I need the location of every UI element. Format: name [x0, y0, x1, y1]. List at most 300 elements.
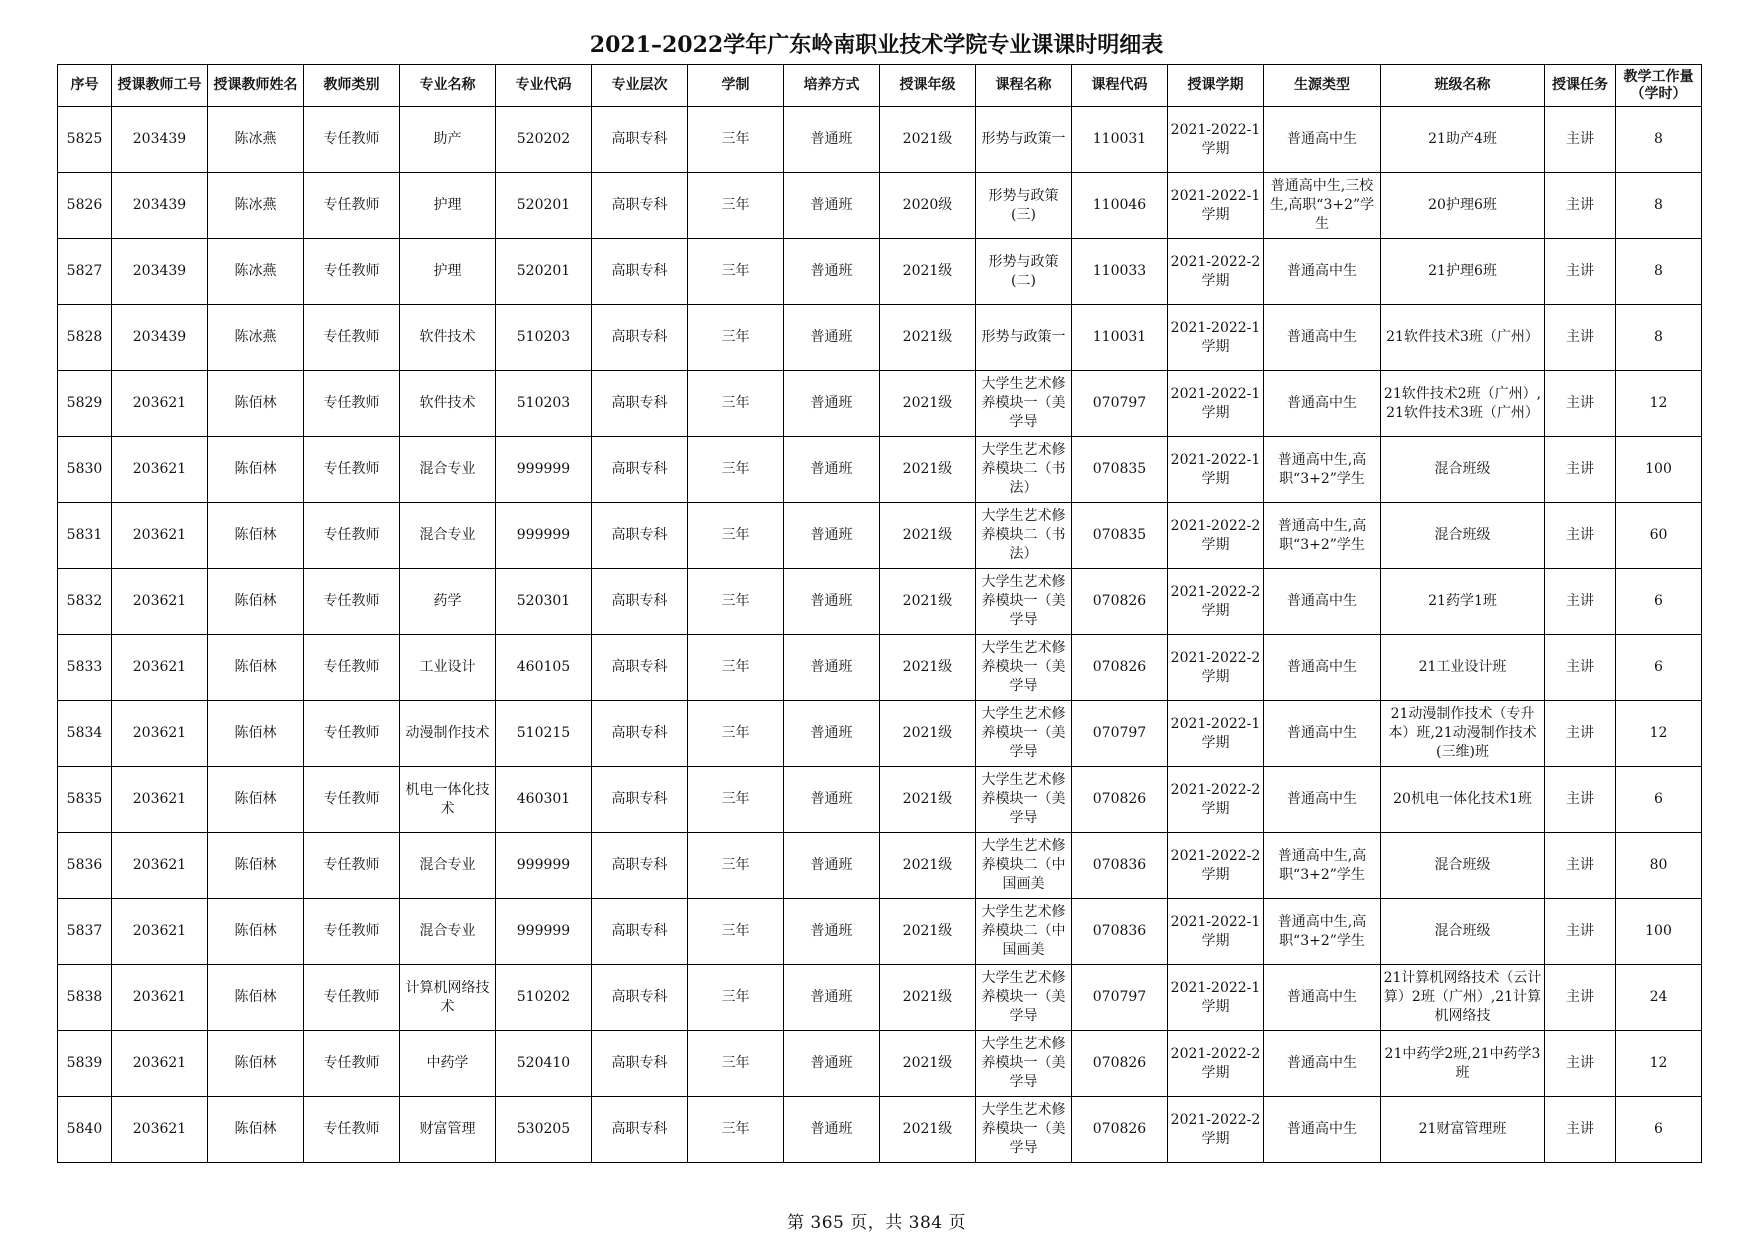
- cell-text: 助产: [433, 131, 462, 147]
- cell-text: 主讲: [1566, 131, 1594, 147]
- table-cell: [880, 767, 976, 833]
- cell-text: 2021级: [902, 461, 953, 477]
- table-cell: [784, 965, 880, 1031]
- cell-text: 普通班: [810, 395, 853, 411]
- cell-text: 主讲: [1566, 1121, 1594, 1137]
- cell-text: 510202: [516, 989, 571, 1005]
- table-cell: [1381, 767, 1545, 833]
- table-cell: [1168, 635, 1264, 701]
- table-cell: [688, 569, 784, 635]
- table-cell: [58, 833, 112, 899]
- cell-text: 普通高中生,三校生,高职“3+2”学生: [1269, 178, 1375, 232]
- cell-text: 80: [1649, 857, 1668, 873]
- table-cell: [304, 1031, 400, 1097]
- table-cell: [880, 1097, 976, 1163]
- table-cell: [880, 701, 976, 767]
- table-cell: [1381, 1097, 1545, 1163]
- cell-text: 203439: [132, 263, 187, 279]
- table-cell: [976, 833, 1072, 899]
- table-cell: [112, 1031, 208, 1097]
- table-cell: [1381, 107, 1545, 173]
- cell-text: 专任教师: [323, 131, 380, 147]
- table-cell: [304, 1097, 400, 1163]
- cell-text: 6: [1654, 593, 1663, 609]
- table-cell: [1168, 1097, 1264, 1163]
- table-cell: [208, 503, 304, 569]
- cell-text: 2021级: [902, 329, 953, 345]
- cell-text: 大学生艺术修养模块一（美学导: [981, 1036, 1066, 1090]
- cell-text: 主讲: [1566, 593, 1594, 609]
- table-cell: [496, 503, 592, 569]
- table-cell: [880, 635, 976, 701]
- cell-text: 高职专科: [611, 527, 668, 543]
- table-cell: [112, 503, 208, 569]
- cell-text: 高职专科: [611, 659, 668, 675]
- cell-text: 2021级: [902, 923, 953, 939]
- cell-text: 203621: [132, 461, 187, 477]
- table-cell: [304, 437, 400, 503]
- table-cell: [304, 305, 400, 371]
- cell-text: 2021级: [902, 725, 953, 741]
- table-cell: [1168, 833, 1264, 899]
- cell-text: 5834: [66, 725, 103, 741]
- table-cell: [112, 371, 208, 437]
- cell-text: 高职专科: [611, 197, 668, 213]
- table-row: [58, 239, 1702, 305]
- table-cell: [400, 503, 496, 569]
- table-row: [58, 767, 1702, 833]
- table-cell: [976, 1031, 1072, 1097]
- cell-text: 混合班级: [1434, 461, 1491, 477]
- cell-text: 520201: [516, 197, 571, 213]
- table-cell: [976, 371, 1072, 437]
- cell-text: 三年: [721, 989, 750, 1005]
- table-cell: [304, 767, 400, 833]
- table-cell: [400, 1031, 496, 1097]
- cell-text: 2021-2022-2学期: [1170, 1111, 1261, 1147]
- cell-text: 12: [1649, 395, 1668, 411]
- cell-text: 203621: [132, 1121, 187, 1137]
- table-cell: [112, 107, 208, 173]
- table-cell: [976, 701, 1072, 767]
- cell-text: 机电一体化技术: [405, 781, 490, 817]
- table-cell: [112, 173, 208, 239]
- cell-text: 520201: [516, 263, 571, 279]
- cell-text: 070797: [1092, 989, 1147, 1005]
- cell-text: 高职专科: [611, 791, 668, 807]
- cell-text: 12: [1649, 725, 1668, 741]
- table-cell: [58, 701, 112, 767]
- cell-text: 中药学: [426, 1055, 469, 1071]
- cell-text: 2021-2022-1学期: [1170, 913, 1261, 949]
- table-cell: [880, 437, 976, 503]
- cell-text: 999999: [516, 527, 571, 543]
- cell-text: 5828: [66, 329, 103, 345]
- cell-text: 混合专业: [419, 857, 476, 873]
- cell-text: 203621: [132, 857, 187, 873]
- cell-text: 普通高中生: [1287, 593, 1357, 609]
- cell-text: 专任教师: [323, 989, 380, 1005]
- table-cell: [112, 833, 208, 899]
- cell-text: 5838: [66, 989, 103, 1005]
- table-cell: [304, 899, 400, 965]
- cell-text: 520410: [516, 1055, 571, 1071]
- cell-text: 2021-2022-2学期: [1170, 781, 1261, 817]
- cell-text: 070835: [1092, 527, 1147, 543]
- table-cell: [1616, 305, 1702, 371]
- table-row: [58, 965, 1702, 1031]
- cell-text: 主讲: [1566, 527, 1594, 543]
- table-cell: [208, 635, 304, 701]
- table-cell: [208, 437, 304, 503]
- table-cell: [1072, 1097, 1168, 1163]
- table-cell: [1168, 767, 1264, 833]
- cell-text: 5840: [66, 1121, 103, 1137]
- table-cell: [304, 833, 400, 899]
- cell-text: 三年: [721, 923, 750, 939]
- table-cell: [592, 701, 688, 767]
- cell-text: 203621: [132, 725, 187, 741]
- cell-text: 三年: [721, 1055, 750, 1071]
- table-cell: [1168, 173, 1264, 239]
- table-cell: [784, 833, 880, 899]
- cell-text: 普通高中生: [1287, 725, 1357, 741]
- table-cell: [976, 503, 1072, 569]
- table-cell: [112, 899, 208, 965]
- table-cell: [496, 239, 592, 305]
- cell-text: 专任教师: [323, 923, 380, 939]
- table-cell: [1264, 833, 1381, 899]
- table-cell: [1072, 371, 1168, 437]
- cell-text: 5836: [66, 857, 103, 873]
- cell-text: 混合专业: [419, 461, 476, 477]
- table-cell: [1545, 1031, 1616, 1097]
- table-cell: [784, 1031, 880, 1097]
- table-cell: [784, 437, 880, 503]
- cell-text: 203439: [132, 131, 187, 147]
- cell-text: 510215: [516, 725, 571, 741]
- cell-text: 2021-2022-1学期: [1170, 319, 1261, 355]
- table-cell: [112, 767, 208, 833]
- cell-text: 混合班级: [1434, 857, 1491, 873]
- table-cell: [592, 899, 688, 965]
- cell-text: 5833: [66, 659, 103, 675]
- cell-text: 普通高中生: [1287, 659, 1357, 675]
- cell-text: 普通班: [810, 461, 853, 477]
- cell-text: 高职专科: [611, 263, 668, 279]
- table-cell: [1264, 899, 1381, 965]
- table-cell: [1072, 305, 1168, 371]
- table-cell: [1264, 1031, 1381, 1097]
- table-cell: [1381, 701, 1545, 767]
- cell-text: 计算机网络技术: [405, 979, 490, 1015]
- table-cell: [880, 899, 976, 965]
- table-cell: [304, 371, 400, 437]
- cell-text: 5827: [66, 263, 103, 279]
- table-cell: [1616, 239, 1702, 305]
- table-cell: [58, 965, 112, 1031]
- cell-text: 999999: [516, 857, 571, 873]
- table-cell: [1168, 305, 1264, 371]
- table-cell: [208, 767, 304, 833]
- cell-text: 三年: [721, 329, 750, 345]
- cell-text: 6: [1654, 659, 1663, 675]
- cell-text: 陈佰林: [234, 989, 277, 1005]
- cell-text: 软件技术: [419, 329, 476, 345]
- cell-text: 5835: [66, 791, 103, 807]
- table-cell: [1545, 767, 1616, 833]
- cell-text: 2021级: [902, 593, 953, 609]
- cell-text: 203621: [132, 989, 187, 1005]
- table-cell: [880, 965, 976, 1031]
- cell-text: 070836: [1092, 857, 1147, 873]
- column-header: 培养方式: [784, 65, 880, 107]
- table-cell: [58, 305, 112, 371]
- table-cell: [1545, 437, 1616, 503]
- cell-text: 普通班: [810, 1055, 853, 1071]
- cell-text: 主讲: [1566, 395, 1594, 411]
- table-cell: [496, 965, 592, 1031]
- cell-text: 5839: [66, 1055, 103, 1071]
- column-header: 授课教师工号: [112, 65, 208, 107]
- cell-text: 主讲: [1566, 329, 1594, 345]
- cell-text: 专任教师: [323, 725, 380, 741]
- table-cell: [1616, 767, 1702, 833]
- table-row: [58, 899, 1702, 965]
- cell-text: 高职专科: [611, 395, 668, 411]
- cell-text: 高职专科: [611, 857, 668, 873]
- cell-text: 主讲: [1566, 1055, 1594, 1071]
- cell-text: 203439: [132, 329, 187, 345]
- table-cell: [1545, 635, 1616, 701]
- table-cell: [400, 965, 496, 1031]
- table-cell: [592, 965, 688, 1031]
- cell-text: 普通高中生,高职“3+2”学生: [1277, 847, 1367, 883]
- table-cell: [976, 569, 1072, 635]
- table-cell: [976, 173, 1072, 239]
- cell-text: 2021-2022-2学期: [1170, 649, 1261, 685]
- cell-text: 2021级: [902, 791, 953, 807]
- table-cell: [1616, 1097, 1702, 1163]
- table-row: [58, 503, 1702, 569]
- table-cell: [58, 767, 112, 833]
- table-row: [58, 1097, 1702, 1163]
- cell-text: 60: [1649, 527, 1668, 543]
- cell-text: 陈佰林: [234, 461, 277, 477]
- cell-text: 普通班: [810, 791, 853, 807]
- cell-text: 三年: [721, 659, 750, 675]
- table-cell: [784, 701, 880, 767]
- cell-text: 三年: [721, 395, 750, 411]
- table-cell: [58, 371, 112, 437]
- table-cell: [880, 371, 976, 437]
- cell-text: 2020级: [902, 197, 953, 213]
- table-cell: [784, 503, 880, 569]
- table-row: [58, 701, 1702, 767]
- cell-text: 203621: [132, 395, 187, 411]
- column-header: 教师类别: [304, 65, 400, 107]
- cell-text: 大学生艺术修养模块一（美学导: [981, 640, 1066, 694]
- cell-text: 510203: [516, 395, 571, 411]
- table-cell: [592, 1097, 688, 1163]
- cell-text: 110046: [1092, 197, 1147, 213]
- cell-text: 普通班: [810, 131, 853, 147]
- cell-text: 070826: [1092, 659, 1147, 675]
- table-cell: [112, 701, 208, 767]
- cell-text: 2021-2022-1学期: [1170, 385, 1261, 421]
- table-cell: [208, 833, 304, 899]
- cell-text: 陈佰林: [234, 659, 277, 675]
- cell-text: 普通高中生: [1287, 263, 1357, 279]
- cell-text: 070797: [1092, 725, 1147, 741]
- table-cell: [688, 305, 784, 371]
- cell-text: 普通高中生: [1287, 989, 1357, 1005]
- cell-text: 主讲: [1566, 725, 1594, 741]
- column-header: 教学工作量（学时）: [1616, 65, 1702, 107]
- cell-text: 高职专科: [611, 1055, 668, 1071]
- table-cell: [1381, 173, 1545, 239]
- table-row: [58, 371, 1702, 437]
- cell-text: 普通高中生: [1287, 791, 1357, 807]
- cell-text: 专任教师: [323, 857, 380, 873]
- table-cell: [1168, 701, 1264, 767]
- cell-text: 专任教师: [323, 395, 380, 411]
- column-header: 授课任务: [1545, 65, 1616, 107]
- cell-text: 070826: [1092, 1121, 1147, 1137]
- cell-text: 203621: [132, 1055, 187, 1071]
- table-cell: [1616, 569, 1702, 635]
- table-cell: [1545, 965, 1616, 1031]
- cell-text: 陈佰林: [234, 1055, 277, 1071]
- table-cell: [688, 635, 784, 701]
- table-cell: [1616, 635, 1702, 701]
- table-cell: [1264, 503, 1381, 569]
- table-cell: [400, 767, 496, 833]
- table-cell: [1616, 833, 1702, 899]
- table-cell: [1264, 371, 1381, 437]
- table-cell: [208, 701, 304, 767]
- column-header: 课程代码: [1072, 65, 1168, 107]
- table-cell: [1072, 701, 1168, 767]
- cell-text: 12: [1649, 1055, 1668, 1071]
- table-cell: [1264, 1097, 1381, 1163]
- cell-text: 2021级: [902, 263, 953, 279]
- table-cell: [1381, 305, 1545, 371]
- table-row: [58, 569, 1702, 635]
- table-cell: [208, 1031, 304, 1097]
- table-cell: [1264, 701, 1381, 767]
- cell-text: 陈佰林: [234, 725, 277, 741]
- table-cell: [1072, 1031, 1168, 1097]
- cell-text: 大学生艺术修养模块二（中国画美: [981, 838, 1066, 892]
- column-header: 序号: [58, 65, 112, 107]
- cell-text: 110031: [1092, 329, 1147, 345]
- cell-text: 5825: [66, 131, 103, 147]
- table-cell: [400, 239, 496, 305]
- table-cell: [58, 173, 112, 239]
- cell-text: 大学生艺术修养模块一（美学导: [981, 574, 1066, 628]
- table-cell: [1381, 569, 1545, 635]
- table-cell: [784, 569, 880, 635]
- cell-text: 主讲: [1566, 263, 1594, 279]
- table-cell: [400, 701, 496, 767]
- table-cell: [1264, 305, 1381, 371]
- cell-text: 大学生艺术修养模块一（美学导: [981, 970, 1066, 1024]
- column-header: 学制: [688, 65, 784, 107]
- cell-text: 三年: [721, 857, 750, 873]
- table-cell: [976, 107, 1072, 173]
- cell-text: 203621: [132, 923, 187, 939]
- table-cell: [880, 833, 976, 899]
- cell-text: 普通高中生: [1287, 1055, 1357, 1071]
- table-cell: [880, 173, 976, 239]
- table-cell: [976, 965, 1072, 1031]
- table-cell: [58, 107, 112, 173]
- cell-text: 主讲: [1566, 659, 1594, 675]
- cell-text: 2021-2022-2学期: [1170, 517, 1261, 553]
- table-cell: [1264, 173, 1381, 239]
- table-body: [58, 107, 1702, 1163]
- cell-text: 460105: [516, 659, 571, 675]
- table-row: [58, 107, 1702, 173]
- table-cell: [1072, 635, 1168, 701]
- table-cell: [976, 635, 1072, 701]
- table-cell: [208, 173, 304, 239]
- table-cell: [58, 437, 112, 503]
- page-footer: 第 365 页，共 384 页: [786, 1213, 966, 1233]
- table-cell: [1264, 767, 1381, 833]
- table-cell: [496, 305, 592, 371]
- cell-text: 8: [1654, 329, 1663, 345]
- table-cell: [688, 107, 784, 173]
- cell-text: 2021级: [902, 395, 953, 411]
- table-cell: [1168, 437, 1264, 503]
- table-cell: [304, 107, 400, 173]
- cell-text: 主讲: [1566, 923, 1594, 939]
- table-cell: [1168, 239, 1264, 305]
- column-header: 专业名称: [400, 65, 496, 107]
- cell-text: 普通班: [810, 329, 853, 345]
- cell-text: 三年: [721, 725, 750, 741]
- cell-text: 混合班级: [1434, 923, 1491, 939]
- table-cell: [1545, 107, 1616, 173]
- table-cell: [1381, 833, 1545, 899]
- cell-text: 2021-2022-1学期: [1170, 121, 1261, 157]
- table-row: [58, 305, 1702, 371]
- table-cell: [304, 173, 400, 239]
- cell-text: 21助产4班: [1428, 131, 1497, 147]
- cell-text: 5832: [66, 593, 103, 609]
- cell-text: 普通高中生,高职“3+2”学生: [1277, 517, 1367, 553]
- table-cell: [496, 569, 592, 635]
- table-row: [58, 1031, 1702, 1097]
- cell-text: 2021-2022-2学期: [1170, 583, 1261, 619]
- table-cell: [976, 1097, 1072, 1163]
- table-cell: [1264, 965, 1381, 1031]
- table-cell: [496, 371, 592, 437]
- cell-text: 21中药学2班,21中药学3班: [1384, 1045, 1541, 1081]
- table-cell: [1616, 1031, 1702, 1097]
- cell-text: 460301: [516, 791, 571, 807]
- table-cell: [784, 899, 880, 965]
- cell-text: 混合班级: [1434, 527, 1491, 543]
- cell-text: 8: [1654, 263, 1663, 279]
- table-cell: [496, 701, 592, 767]
- cell-text: 软件技术: [419, 395, 476, 411]
- table-cell: [1381, 965, 1545, 1031]
- table-cell: [688, 899, 784, 965]
- table-cell: [208, 371, 304, 437]
